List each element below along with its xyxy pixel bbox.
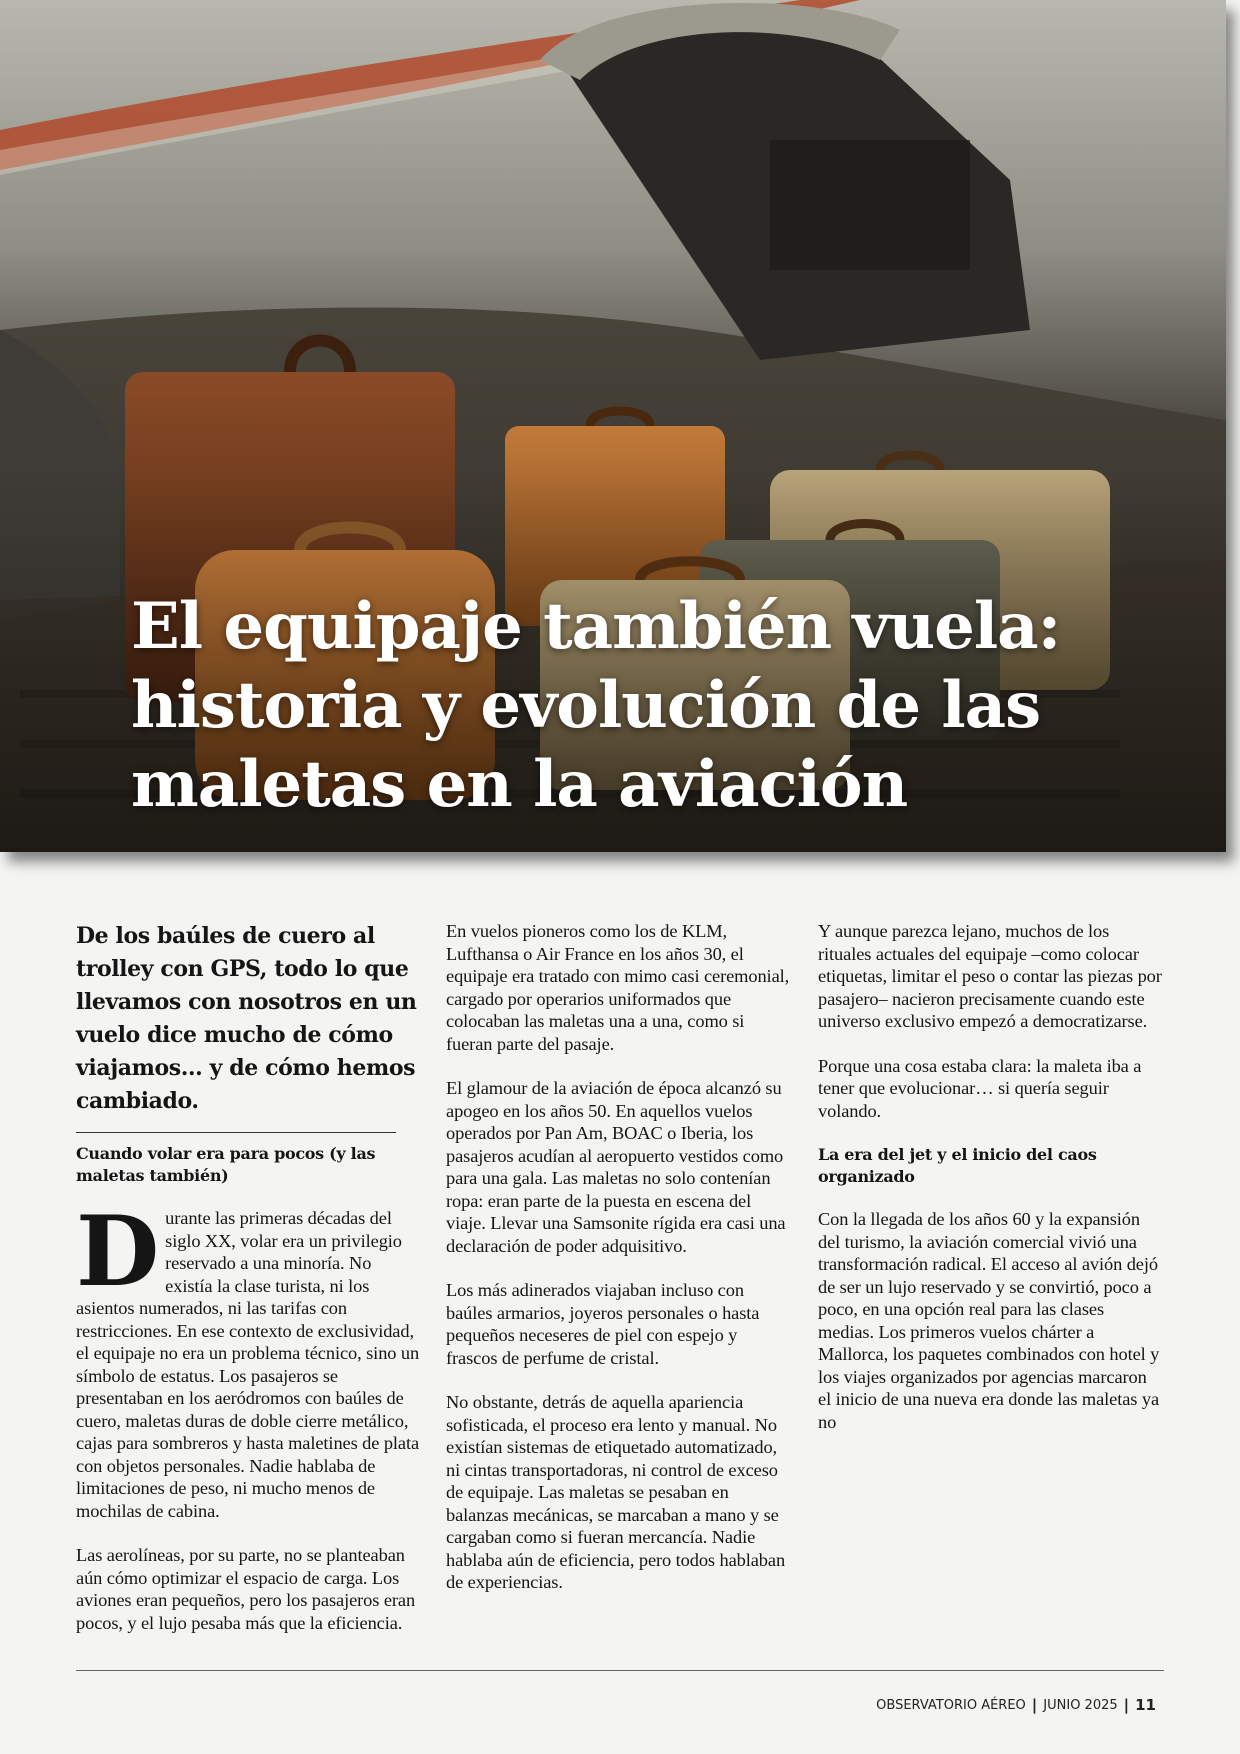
- section-heading-1: Cuando volar era para pocos (y las maletas también): [76, 1144, 376, 1185]
- publication-name: OBSERVATORIO AÉREO: [876, 1697, 1026, 1713]
- footer-separator: |: [1031, 1696, 1038, 1714]
- column-1: [76, 920, 421, 1656]
- page-footer: [876, 1696, 1156, 1714]
- drop-cap: D: [76, 1195, 160, 1308]
- paragraph-1: [76, 1195, 421, 1522]
- footer-divider: [76, 1670, 1164, 1671]
- footer-separator-2: |: [1123, 1696, 1130, 1714]
- hero-image: [0, 0, 1226, 852]
- column-2: [446, 920, 791, 1616]
- paragraph-9: Con la llegada de los años 60 y la expansión del turismo, la aviación comercial vivió una transformación radical. El acceso al avión dejó de ser un lujo reservado y se convirtió, poco a poco, en una opción real para las clases medias. Los primeros vuelos chárter a Mallorca, los paquetes combinados con hotel y los viajes organizados por agencias marcaron el inicio de una nueva era donde las maletas ya no: [818, 1209, 1160, 1432]
- paragraph-8: Porque una cosa estaba clara: la maleta iba a tener que evolucionar… si quería seguir volando.: [818, 1055, 1142, 1121]
- section-heading-2: La era del jet y el inicio del caos organizado: [818, 1145, 1097, 1186]
- paragraph-6: No obstante, detrás de aquella apariencia sofisticada, el proceso era lento y manual. No existían sistemas de etiquetado automatizado, ni cintas transportadoras, ni control de exceso de equipaje. Las maletas se pesaban en balanzas mecánicas, se marcaban a mano y se cargaban como si fueran mercancía. Nadie hablaba aún de eficiencia, pero todos hablaban de experiencias.: [446, 1392, 786, 1592]
- paragraph-7: Y aunque parezca lejano, muchos de los rituales actuales del equipaje –como colocar etiquetas, limitar el peso o contar las piezas por pasajero– nacieron precisamente cuando este universo exclusivo empezó a democratizarse.: [818, 921, 1162, 1031]
- paragraph-2: Las aerolíneas, por su parte, no se planteaban aún cómo optimizar el espacio de carga. Los aviones eran pequeños, pero los pasajeros eran pocos, y el lujo pesaba más que la eficiencia.: [76, 1545, 416, 1633]
- article-title: El equipaje también vuela: historia y evolución de las maletas en la aviación: [131, 589, 1061, 822]
- column-3: [818, 920, 1163, 1455]
- paragraph-3: En vuelos pioneros como los de KLM, Lufthansa o Air France en los años 30, el equipaje era tratado con mimo casi ceremonial, cargado por operarios uniformados que colocaban las maletas una a una, como si fueran parte del pasaje.: [446, 921, 790, 1054]
- paragraph-5: Los más adinerados viajaban incluso con baúles armarios, joyeros personales o hasta pequeños neceseres de piel con espejo y frascos de perfume de cristal.: [446, 1280, 760, 1368]
- lede-divider: [76, 1132, 396, 1133]
- issue-date: JUNIO 2025: [1043, 1697, 1118, 1713]
- article-lede: De los baúles de cuero al trolley con GPS, todo lo que llevamos con nosotros en un vuelo dice mucho de cómo viajamos… y de cómo hemos cambiado.: [76, 923, 417, 1114]
- paragraph-4: El glamour de la aviación de época alcanzó su apogeo en los años 50. En aquellos vuelos operados por Pan Am, BOAC o Iberia, los pasajeros acudían al aeropuerto vestidos como para una gala. Las maletas no solo contenían ropa: eran parte de la puesta en escena del viaje. Llevar una Samsonite rígida era casi una declaración de poder adquisitivo.: [446, 1078, 786, 1256]
- page-number: 11: [1135, 1696, 1156, 1714]
- paragraph-1-text: urante las primeras décadas del siglo XX, volar era un privilegio reservado a una minoría. No existía la clase turista, ni los asientos numerados, ni las tarifas con restricciones. En ese contexto de exclusividad, el equipaje no era un problema técnico, sino un símbolo de estatus. Los pasajeros se presentaban en los aeródromos con baúles de cuero, maletas duras de doble cierre metálico, cajas para sombreros y hasta maletines de plata con objetos personales. Nadie hablaba de limitaciones de peso, ni mucho menos de mochilas de cabina.: [76, 1208, 420, 1521]
